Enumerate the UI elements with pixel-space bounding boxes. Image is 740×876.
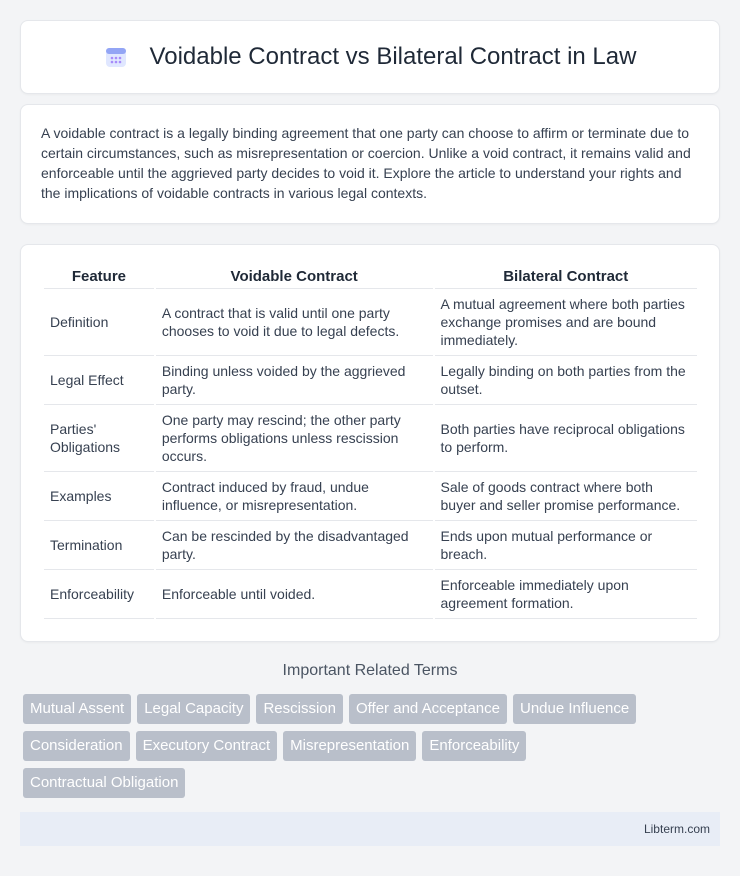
table-cell: Can be rescinded by the disadvantaged party. xyxy=(156,521,433,570)
table-cell: Parties' Obligations xyxy=(44,405,154,472)
table-cell: Binding unless voided by the aggrieved party. xyxy=(156,356,433,405)
table-cell: Termination xyxy=(44,521,154,570)
table-cell: Legal Effect xyxy=(44,356,154,405)
table-cell: One party may rescind; the other party performs obligations unless rescission occurs. xyxy=(156,405,433,472)
table-cell: Enforceability xyxy=(44,570,154,619)
table-header-row xyxy=(44,265,697,289)
term-tag[interactable]: Misrepresentation xyxy=(283,731,416,761)
comparison-table-card xyxy=(20,244,720,642)
comparison-table xyxy=(42,265,699,619)
header-card xyxy=(20,20,720,94)
table-cell: Enforceable immediately upon agreement formation. xyxy=(435,570,698,619)
table-cell: A mutual agreement where both parties exchange promises and are bound immediately. xyxy=(435,289,698,356)
term-tag[interactable]: Rescission xyxy=(256,694,343,724)
footer-link[interactable]: Libterm.com xyxy=(643,822,710,836)
term-tag[interactable]: Enforceability xyxy=(422,731,526,761)
page-title: Voidable Contract vs Bilateral Contract in Law xyxy=(149,43,637,70)
intro-text: A voidable contract is a legally binding agreement that one party can choose to affirm or terminate due to certain circumstances, such as misrepresentation or coercion. Unlike a void contract, it remains valid and enforceable until the aggrieved party decides to void it. Explore the article to understand your rights and the implications of voidable contracts in various legal contexts. xyxy=(41,125,691,201)
term-tag[interactable]: Executory Contract xyxy=(136,731,278,761)
table-row xyxy=(44,472,697,521)
table-row xyxy=(44,570,697,619)
calendar-icon xyxy=(104,45,128,69)
table-row xyxy=(44,356,697,405)
term-tag[interactable]: Undue Influence xyxy=(513,694,636,724)
intro-card xyxy=(20,104,720,224)
table-cell: Both parties have reciprocal obligations to perform. xyxy=(435,405,698,472)
term-tag[interactable]: Consideration xyxy=(23,731,130,761)
related-terms-list xyxy=(23,694,723,805)
table-cell: Examples xyxy=(44,472,154,521)
table-row xyxy=(44,521,697,570)
term-tag[interactable]: Mutual Assent xyxy=(23,694,131,724)
column-header: Feature xyxy=(44,265,154,289)
column-header: Bilateral Contract xyxy=(435,265,698,289)
footer xyxy=(20,812,720,846)
table-cell: Contract induced by fraud, undue influence, or misrepresentation. xyxy=(156,472,433,521)
term-tag[interactable]: Legal Capacity xyxy=(137,694,250,724)
table-cell: Enforceable until voided. xyxy=(156,570,433,619)
related-terms-title: Important Related Terms xyxy=(282,662,458,679)
table-cell: Legally binding on both parties from the outset. xyxy=(435,356,698,405)
column-header: Voidable Contract xyxy=(156,265,433,289)
table-cell: A contract that is valid until one party chooses to void it due to legal defects. xyxy=(156,289,433,356)
table-row xyxy=(44,289,697,356)
table-row xyxy=(44,405,697,472)
term-tag[interactable]: Contractual Obligation xyxy=(23,768,185,798)
table-cell: Sale of goods contract where both buyer and seller promise performance. xyxy=(435,472,698,521)
term-tag[interactable]: Offer and Acceptance xyxy=(349,694,507,724)
table-cell: Definition xyxy=(44,289,154,356)
table-cell: Ends upon mutual performance or breach. xyxy=(435,521,698,570)
